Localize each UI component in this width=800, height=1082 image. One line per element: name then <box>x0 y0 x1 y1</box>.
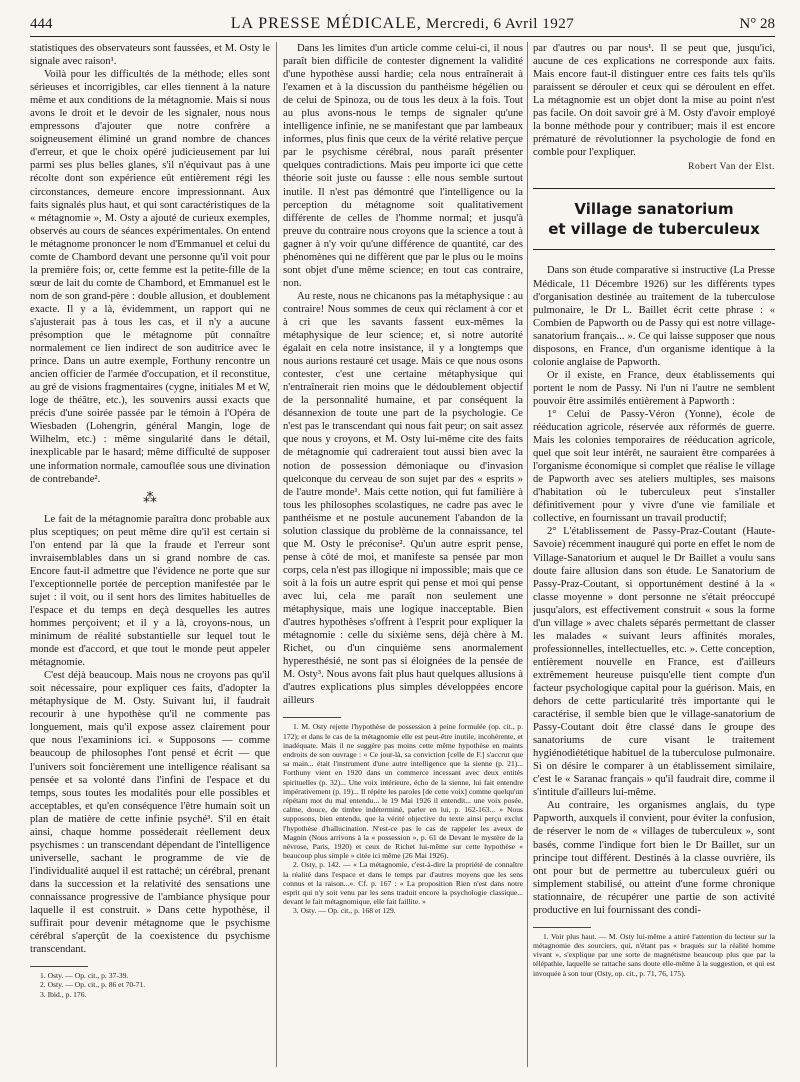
column-1 <box>30 42 270 1074</box>
footnote-rule <box>30 966 88 967</box>
author-signature: Robert Van der Elst. <box>688 162 775 173</box>
column-divider-2 <box>527 42 528 1067</box>
footnote: 2. Osty. — Op. cit., p. 86 et 70-71. <box>40 980 146 990</box>
col1-footnotes <box>30 971 270 999</box>
page-number: 444 <box>30 16 53 32</box>
col3-paragraph-3: Or il existe, en France, deux établissements qui portent le nom de Passy. Ni l'un ni l'autre ne semblent pouvoir être assimilés entièrement à Papworth : <box>533 369 775 407</box>
col1-paragraph-2: Voilà pour les difficultés de la méthode; elles sont sérieuses et incorrigibles, car elles tiennent à la nature même et aux conditions de la métagnomie. Mais si nous avons le droit et le devoir de les signaler, nous nous empressons d'ajouter que notre confrère a soigneusement éliminé un grand nombre de chances d'erreur, et que le choix opéré judicieusement par lui parmi ses plus belles glanes, s'il n'équivaut pas à une récolte dont son expérience eût entièrement régi les circonstances, demeure encore impressionnant. Aux faits signalés plus haut, et qui sont caractéristiques de la « métagnomie », M. Osty a ajouté de curieux exemples, observés au cours de séances expérimentales. On entend le métagnome prononcer le nom d'Emmanuel et celui du comte de Chambord devant une personne qu'il voit pour la première fois; or, cette femme est la petite-fille de la sœur de lait du comte de Chambord, et Emmanuel est le nom de son grand-père : double allusion, et doublement exacte. Il y a là, évidemment, un rapport qui ne s'ajusterait pas à tous les cas, et il n'y a aucune présomption que le métagnome pût connaître normalement ce lien indirect de son auditrice avec le prince. Dans un autre exemple, Forthuny rencontre un ancien officier de l'armée d'occupation, et il reconstitue, au gré de visions fragmentaires (cygne, initiales M et W, loge de théâtre, etc.), les souvenirs aussi exacts que précis d'une soirée passée par le témoin à l'Opéra de Wiesbaden (Lohengrin, général Mangin, loge de Wilhelm, etc.) : même singularité dans le détail, inexplicable par le hasard; même difficulté de supposer une information normale, camouflée sous une divination de contrebande². <box>30 69 270 485</box>
col3-paragraph-2: Dans son étude comparative si instructive (La Presse Médicale, 11 Décembre 1926) sur les différents types d'organisation destinée au traitement de la tuberculose pulmonaire, le Dr L. Baillet écrit cette phrase : « Combien de Papworth ou de Passy qui est notre village-sanatorium français... ». Ce qui laisse supposer que nous disposons, en France, d'un organisme identique à la colonie anglaise de Papworth. <box>533 265 775 368</box>
issue-number: N° 28 <box>739 16 775 32</box>
footnote-rule <box>533 927 591 928</box>
col1-paragraph-1: statistiques des observateurs sont faussées, et M. Osty le signale avec raison¹. <box>30 43 270 68</box>
journal-title <box>30 14 775 34</box>
footnote: 1. M. Osty rejette l'hypothèse de possession à peine formulée (op. cit., p. 172); et dans le cas de la métagnomie elle est peut-être inutile, incohérente, et inadéquate. Mais il ne suggère pas moins cette même hypothèse en maints endroits de son ouvrage : « Ce jour-là, sa conviction [celle de F.] s'accrut que sa main... était l'instrument d'une autre intelligence que la sienne (p. 21)... Forthuny vient en 1920 dans un commerce incessant avec deux entités spirituelles (p. 32)... Une voix intérieure, écho de la sienne, lui fait entendre impérativement (p. 19)... Il répète les paroles [de cette voix] comme quelqu'un répétant mot du mal entendu... le 19 Mai 1926 il entendit... une voix posée, calme, douce, de timbre indéterminé, parler en lui, p. 162-163... » Nous supposons, bien entendu, que la vérité objective du texte ainsi perçu exclut l'hypothèse d'hallucination. N'est-ce pas le cas de rappeler les aveux de Magnin (Nous arrivons à la « possession », p. 61 de Devant le mystère de la névrose, Paris, 1920) et ceux de Richet lui-même sur cette hypothèse « beaucoup plus simple » citée ici même (26 Mai 1926). <box>283 722 523 861</box>
article-title-line-1: Village sanatorium <box>574 200 734 219</box>
footnote: 2. Osty, p. 142. — « La métagnomie, c'est-à-dire la propriété de connaître la réalité dans l'espace et dans le temps par d'autres moyens que les sens connus et la raison...». Cf. p. 167 : « La proposition Rien n'est dans notre esprit qui n'y soit venu par les sens traduit encore la psychologie classique... devant le fait métagnomique, elle fait faillite. » <box>283 860 523 907</box>
issue-date: Mercredi, 6 Avril 1927 <box>421 16 575 32</box>
col3-paragraph-1: par d'autres ou par nous¹. Il se peut que, jusqu'ici, aucune de ces explications ne corresponde aux faits. Mais encore faut-il distinguer entre ces faits tels qu'ils paraissent se dérouler et ceux qui se déroulent en effet. La métagnomie est un objet dont la mise au point n'est pas facile. On doit savoir gré à M. Osty d'avoir employé la bonne méthode pour y contribuer; mais il est encore prématuré de révolutionner la psychologie de fond en comble pour l'expliquer. <box>533 43 775 159</box>
col3-footnotes <box>533 932 775 978</box>
col2-paragraph-1: Dans les limites d'un article comme celui-ci, il nous paraît bien difficile de contester dignement la validité d'une hypothèse aussi hardie; cela nous entraînerait à l'examen et à la discussion du panthéisme hégélien ou de celui de Spinoza, ou de tous les deux à la fois. Tout au plus avons-nous le temps de signaler qu'une intelligence infinie, ne se manifestant que par lambeaux informes, plus finis que ceux de la vérité relative perçue par le psychisme cérébral, nous paraît présenter quelques contradictions. Mais peu importe ici que cette théorie soit juste ou fausse : elle nous semble surtout inutile. Il n'est pas démontré que l'intelligence ou la perception du métagnome soit qualitativement différente de celles de l'homme normal; et jusqu'à preuve du contraire nous croyons que la science a tout à gagner à n'y voir qu'une différence de quantité, car des phénomènes qui ne diffèrent que par le plus ou le moins sont objet d'une même science; en tout cas contraire, non. <box>283 43 523 289</box>
page-header <box>30 14 775 37</box>
footnote: 1. Osty. — Op. cit., p. 37-39. <box>40 971 129 981</box>
footnote: 1. Voir plus haut. — M. Osty lui-même a attiré l'attention du lecteur sur la métagnomie des sourciers, qui, n'étant pas « braqués sur la réalité homme vivant », s'explique par une sorte de magnétisme beaucoup plus que par la télépathie, laquelle se rattache sans doute elle-même à la suggestion, et qui est invoquée à son tour (Osty, op. cit., p. 71, 76, 175). <box>533 931 775 978</box>
col3-paragraph-5: 2° L'établissement de Passy-Praz-Coutant (Haute-Savoie) récemment inauguré qui porte en effet le nom de Village-Sanatorium et auquel le Dr Baillet a voulu sans doute faire allusion dans son étude. Le Sanatorium de Passy-Praz-Coutant, si opportunément destiné à la « classe moyenne » dont personne ne s'était préoccupé jusqu'alors, est effectivement construit « sous la forme d'un village » avec chalets séparés permettant de classer les malades « suivant leurs affinités morales, professionnelles, intellectuelles, etc. ». Cette conception, entièrement nouvelle en France, est d'ailleurs extrêmement heureuse puisqu'elle tient compte d'un facteur psychologique capital pour la guérison. Mais, en dehors de cette particularité très importante qui le caractérise, il semble bien que le village-sanatorium de Passy-Coutant doit être classé dans le groupe des sanatoriums de cure visant le traitement hygiénodiététique habituel de la tuberculose pulmonaire. Si on désire le comparer à un établissement similaire, c'est le « Saranac français » qu'il faudrait dire, comme il s'intitule d'ailleurs lui-même. <box>533 526 775 799</box>
col2-footnotes <box>283 722 523 915</box>
article-title-line-2: et village de tuberculeux <box>548 220 760 239</box>
article-title <box>533 188 775 250</box>
col2-paragraph-2: Au reste, nous ne chicanons pas la métaphysique : au contraire! Nous sommes de ceux qui réclament à cor et à cri que les savants fassent eux-mêmes la métaphysique de leur science; et, si notre autorité égalait en cela notre insistance, il y a longtemps que nous aurions restauré cet usage. Mais ce que nous osons contester, c'est une certaine métaphysique qui n'entraînerait rien moins que le dédoublement objectif de la personnalité humaine, et par conséquent la désannexion de toute une part de la psychologie. Ce n'est pas le transcendant qui nous fait peur; on sait assez que nous y croyons, et M. Osty lui-même cite des faits de métagnomie qui cadreraient tout aussi bien avec la notion de possession démoniaque ou d'invasion quelconque du cerveau de son sujet par des « esprits » de l'autre monde¹. Mais cette notion, qui fut familière à tous les philosophes scolastiques, ne cadre pas avec le panthéisme et ne postule aucunement l'abandon de la solution classique du problème de la connaissance, tel que M. Osty le préconise². Qu'un autre esprit pense, pense à côté de moi, et manifeste sa pensée par mon corps, cela n'est pas illogique ni impossible; mais que ce soit à la fois un autre esprit qui pense et moi qui pense avec lui, cela me paraît non seulement une métaphysique, mais une logique inacceptable. Bien d'autres hypothèses s'offrent à l'esprit pour expliquer la métagnomie : celle du sixième sens, déjà chère à M. Richet, ou d'un cinquième sens anormalement hyperesthésié, ne sont pas si éloignées de la pensée de M. Osty³. Nous avons fait plus haut quelques allusions à d'autres explications plus simples développées encore ailleurs <box>283 290 523 707</box>
column-divider-1 <box>276 42 277 1067</box>
footnote: 3. Osty. — Op. cit., p. 168 et 129. <box>293 906 396 916</box>
col3-paragraph-6: Au contraire, les organismes anglais, du type Papworth, auxquels il convient, pour éviter la confusion, de réserver le nom de « villages de tuberculeux », sont basés, comme l'indique fort bien le Dr Baillet, sur un principe tout différent. Destinés à la classe ouvrière, ils ont pour but de permettre au tuberculeux guéri ou simplement stabilisé, ou atteint d'une forme chronique stationnaire, de récupérer une partie de son activité productive en lui fournissant des condi- <box>533 800 775 916</box>
journal-name: LA PRESSE MÉDICALE, <box>230 15 422 32</box>
footnote: 3. Ibid., p. 176. <box>40 989 87 999</box>
section-separator: ⁂ <box>143 490 157 506</box>
footnote-rule <box>283 717 341 718</box>
column-3 <box>533 42 775 1074</box>
col1-paragraph-4: C'est déjà beaucoup. Mais nous ne croyons pas qu'il soit nécessaire, pour expliquer ces faits, d'adopter la métaphysique de M. Osty. Suivant lui, il faudrait recourir à une hypothèse qu'il ne commente pas longuement, mais qu'il expose assez clairement pour que nous l'examinions ici. « Supposons — comme beaucoup de philosophes l'ont pensé et écrit — que l'univers soit foncièrement une intelligence réalisant sa pensée et sa volonté dans l'infini de l'espace et du temps, sous toutes les modalités pour elle possibles et acceptables, et qu'en conséquence l'être humain soit un plan de matière de cette infinie psyché³. S'il en était ainsi, chaque homme posséderait réellement deux psychismes : un transcendant dépendant de l'intelligence universelle, sachant le programme de vie de l'individualité auquel il est rattaché; un cérébral, prenant dans la succession et la relativité des sensations une connaissance progressive de l'ambiance physique pour laquelle il est construit. » Dans cette hypothèse, il suffirait pour devenir métagnome que le psychisme cérébral s'aperçût de la coexistence du psychisme transcendant. <box>30 670 270 956</box>
col1-paragraph-3: Le fait de la métagnomie paraîtra donc probable aux plus sceptiques; on peut même dire qu'il est certain si l'on entend par là que la fraude et l'erreur sont invraisemblables dans un si grand nombre de cas. Encore faut-il admettre que l'évidence ne porte que sur l'exceptionnelle portée de perception manifestée par le sujet : il voit, ou il sent hors des limites habituelles de l'espace et du temps en deçà desquelles les autres hommes perçoivent; et il y a là, croyons-nous, un minimum de réalité substantielle sur lequel tout le monde est d'accord, et que tout le monde peut appeler métagnomie. <box>30 513 270 669</box>
column-2 <box>283 42 523 1074</box>
col3-paragraph-4: 1° Celui de Passy-Véron (Yonne), école de rééducation agricole, réservée aux réformés de guerre. Mais les colonies temporaires de rééducation agricole, quel que soit leur intérêt, ne sauraient être comparées à l'organisme économique si complet que réalise le village de Papworth avec ses ateliers multiples, ses maisons d'habitation où le tuberculeux peut s'installer définitivement pour y vivre d'une vie familiale et collective, en fournissant un travail productif; <box>533 408 775 525</box>
